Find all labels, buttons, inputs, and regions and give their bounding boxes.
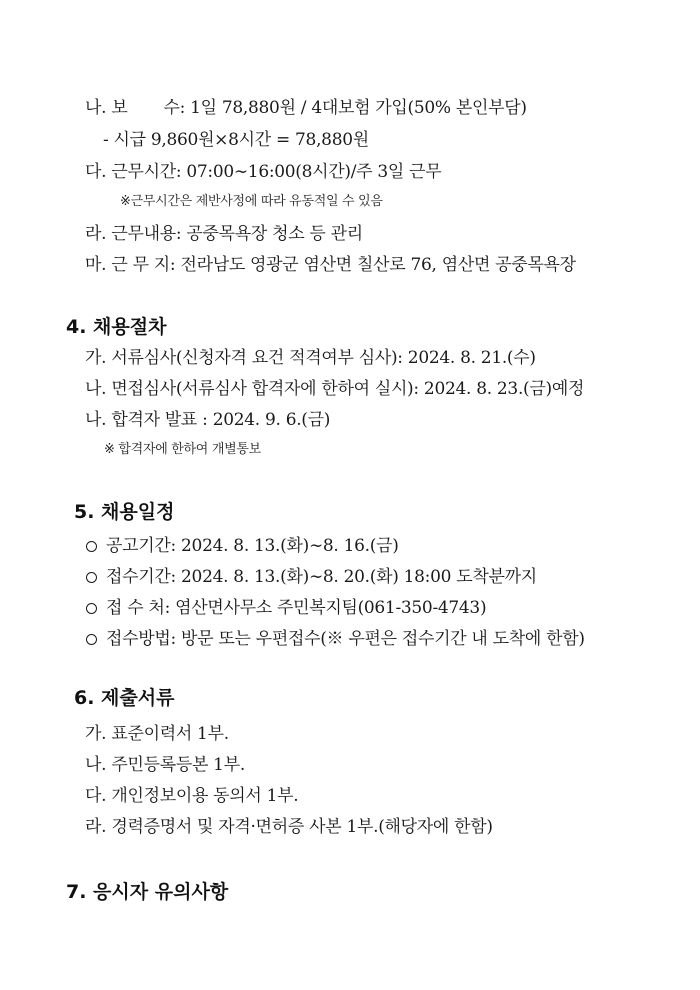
document-item: [85, 785, 298, 807]
schedule-label: 접수방법:: [106, 629, 176, 649]
schedule-text: 염산면사무소 주민복지팀(061-350-4743): [175, 598, 487, 618]
list-marker: 가.: [85, 348, 107, 368]
schedule-text: 2024. 8. 13.(화)∼8. 20.(화) 18:00 도착분까지: [181, 567, 537, 587]
procedure-item: [85, 409, 330, 431]
section-heading-hiring-schedule: 5. 채용일정: [74, 501, 175, 523]
procedure-text: 서류심사(신청자격 요건 적격여부 심사): 2024. 8. 21.(수): [111, 348, 536, 368]
hours-value: 07:00∼16:00(8시간)/주 3일 근무: [186, 162, 442, 182]
list-marker: 나.: [85, 379, 107, 399]
list-marker: 나.: [85, 98, 107, 118]
list-marker: 다.: [85, 162, 107, 182]
procedure-text: 면접심사(서류심사 합격자에 한하여 실시): 2024. 8. 23.(금)예정: [111, 379, 585, 399]
circle-bullet-icon: [86, 572, 97, 583]
document-text: 주민등록등본 1부.: [111, 755, 245, 775]
circle-bullet-icon: [86, 541, 97, 552]
schedule-label: 접수기간:: [106, 567, 176, 587]
hours-line: [85, 161, 441, 183]
location-line: [85, 254, 576, 276]
pay-label-a: 보: [111, 98, 128, 118]
schedule-item: [86, 535, 399, 557]
schedule-text: 2024. 8. 13.(화)∼8. 16.(금): [181, 536, 399, 556]
document-text: 표준이력서 1부.: [111, 724, 229, 744]
schedule-label: 접 수 처:: [106, 598, 171, 618]
procedure-item: [85, 347, 536, 369]
list-marker: 가.: [85, 724, 107, 744]
document-text: 경력증명서 및 자격·면허증 사본 1부.(해당자에 한함): [111, 817, 493, 837]
duties-line: [85, 223, 363, 245]
circle-bullet-icon: [86, 603, 97, 614]
list-marker: 마.: [85, 255, 107, 275]
section-heading-hiring-procedure: 4. 채용절차: [66, 316, 167, 338]
section-heading-applicant-notes: 7. 응시자 유의사항: [66, 881, 229, 903]
schedule-item: [86, 566, 537, 588]
procedure-item: [85, 378, 584, 400]
procedure-note: ※ 합격자에 한하여 개별통보: [104, 442, 261, 457]
pay-value: 1일 78,880원 / 4대보험 가입(50% 본인부담): [190, 98, 527, 118]
schedule-label: 공고기간:: [106, 536, 176, 556]
list-marker: 라.: [85, 224, 107, 244]
pay-line: [85, 97, 527, 119]
procedure-text: 합격자 발표 : 2024. 9. 6.(금): [111, 410, 331, 430]
document-text: 개인정보이용 동의서 1부.: [111, 786, 299, 806]
pay-label-b: 수:: [163, 98, 186, 118]
list-marker: 라.: [85, 817, 107, 837]
section-heading-required-documents: 6. 제출서류: [74, 687, 175, 709]
pay-detail-line: - 시급 9,860원×8시간 = 78,880원: [103, 130, 369, 150]
schedule-text: 방문 또는 우편접수(※ 우편은 접수기간 내 도착에 한함): [181, 629, 585, 649]
schedule-item: [86, 597, 486, 619]
document-item: [85, 723, 229, 745]
duties-label: 근무내용:: [111, 224, 182, 244]
circle-bullet-icon: [86, 634, 97, 645]
duties-value: 공중목욕장 청소 등 관리: [186, 224, 363, 244]
list-marker: 다.: [85, 786, 107, 806]
hours-label: 근무시간:: [111, 162, 182, 182]
schedule-item: [86, 628, 585, 650]
document-item: [85, 754, 245, 776]
hours-note: ※근무시간은 제반사정에 따라 유동적일 수 있음: [120, 194, 383, 209]
location-label: 근 무 지:: [111, 255, 176, 275]
document-item: [85, 816, 493, 838]
location-value: 전라남도 영광군 염산면 칠산로 76, 염산면 공중목욕장: [180, 255, 576, 275]
list-marker: 나.: [85, 410, 107, 430]
list-marker: 나.: [85, 755, 107, 775]
